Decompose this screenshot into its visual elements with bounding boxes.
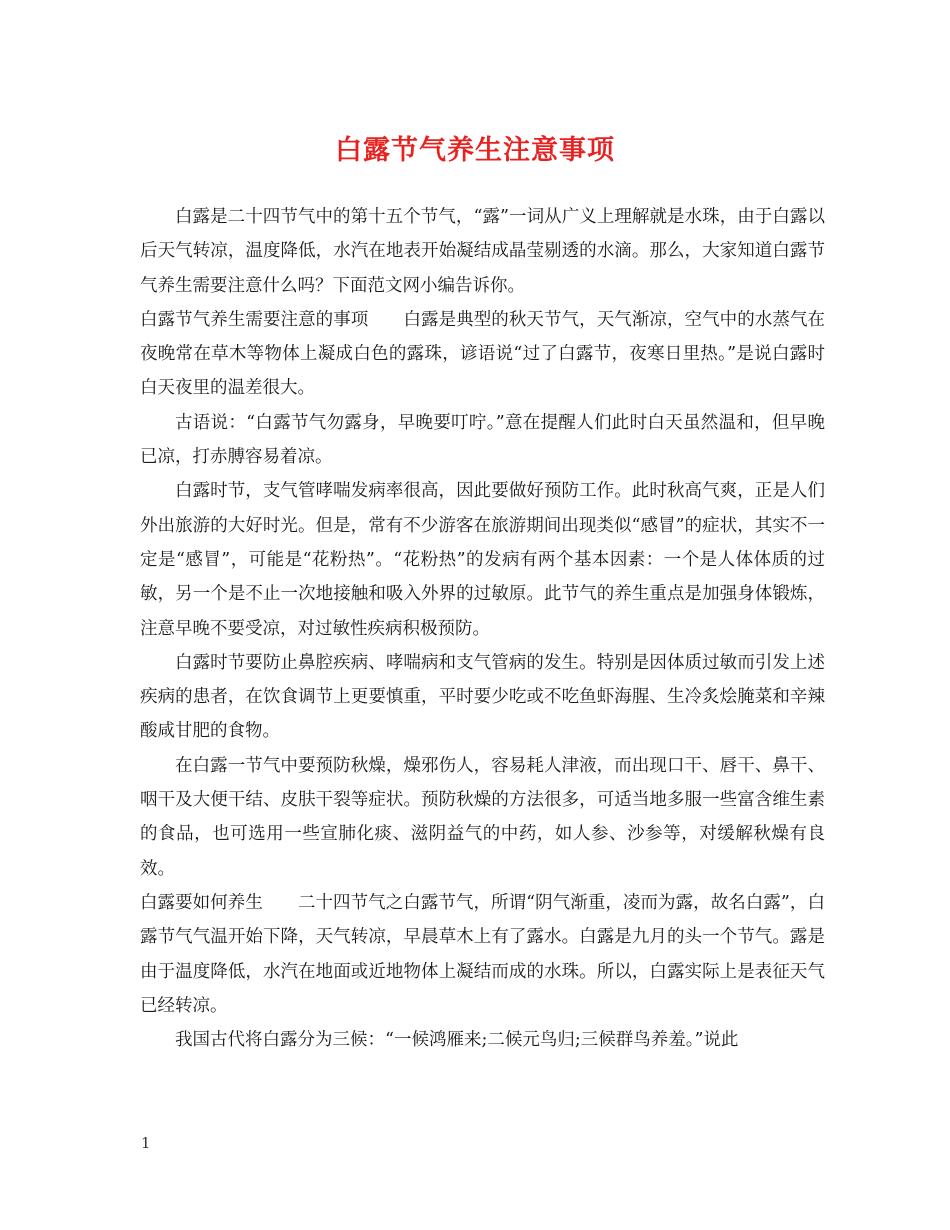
paragraph-6 bbox=[140, 749, 825, 886]
document-body bbox=[140, 200, 825, 1057]
paragraph-text: 在白露一节气中要预防秋燥，燥邪伤人，容易耗人津液，而出现口干、唇干、鼻干、咽干及大便干结、皮肤干裂等症状。预防秋燥的方法很多，可适当地多服一些富含维生素的食品，也可选用一些宣肺化痰、滋阴益气的中药，如人参、沙参等，对缓解秋燥有良效。 bbox=[140, 755, 825, 879]
paragraph-text: 我国古代将白露分为三候：“一候鸿雁来;二候元鸟归;三候群鸟养羞。”说此 bbox=[175, 1030, 739, 1051]
paragraph-4 bbox=[140, 474, 825, 645]
paragraph-text: 白露时节要防止鼻腔疾病、哮喘病和支气管病的发生。特别是因体质过敏而引发上述疾病的患者，在饮食调节上更要慎重，平时要少吃或不吃鱼虾海腥、生冷炙烩腌菜和辛辣酸咸甘肥的食物。 bbox=[140, 652, 825, 742]
document-title: 白露节气养生注意事项 bbox=[335, 135, 615, 166]
paragraph-1 bbox=[140, 200, 825, 303]
paragraph-text: 白露时节，支气管哮喘发病率很高，因此要做好预防工作。此时秋高气爽，正是人们外出旅游的大好时光。但是，常有不少游客在旅游期间出现类似“感冒”的症状，其实不一定是“感冒”，可能是“花粉热”。“花粉热”的发病有两个基本因素：一个是人体体质的过敏，另一个是不止一次地接触和吸入外界的过敏原。此节气的养生重点是加强身体锻炼，注意早晚不要受凉，对过敏性疾病积极预防。 bbox=[140, 481, 825, 639]
paragraph-text: 白露是典型的秋天节气，天气渐凉，空气中的水蒸气在夜晚常在草木等物体上凝成白色的露珠，谚语说“过了白露节，夜寒日里热。”是说白露时白天夜里的温差很大。 bbox=[140, 309, 826, 399]
paragraph-text: 二十四节气之白露节气，所谓“阴气渐重，凌而为露，故名白露”，白露节气气温开始下降，天气转凉，早晨草木上有了露水。白露是九月的头一个节气。露是由于温度降低，水汽在地面或近地物体上凝结而成的水珠。所以，白露实际上是表征天气已经转凉。 bbox=[140, 892, 825, 1016]
paragraph-5 bbox=[140, 646, 825, 749]
paragraph-7 bbox=[140, 886, 825, 1023]
paragraph-8 bbox=[140, 1023, 825, 1057]
paragraph-text: 白露是二十四节气中的第十五个节气，“露”一词从广义上理解就是水珠，由于白露以后天气转凉，温度降低，水汽在地表开始凝结成晶莹剔透的水滴。那么，大家知道白露节气养生需要注意什么吗？下面范文网小编告诉你。 bbox=[140, 207, 825, 296]
page-number: 1 bbox=[141, 1134, 151, 1152]
paragraph-3 bbox=[140, 406, 825, 475]
section-heading: 白露节气养生需要注意的事项 bbox=[140, 309, 369, 330]
section-heading: 白露要如何养生 bbox=[140, 892, 263, 913]
paragraph-2 bbox=[140, 303, 825, 406]
paragraph-text: 古语说：“白露节气勿露身，早晚要叮咛。”意在提醒人们此时白天虽然温和，但早晚已凉，打赤膊容易着凉。 bbox=[140, 412, 825, 468]
